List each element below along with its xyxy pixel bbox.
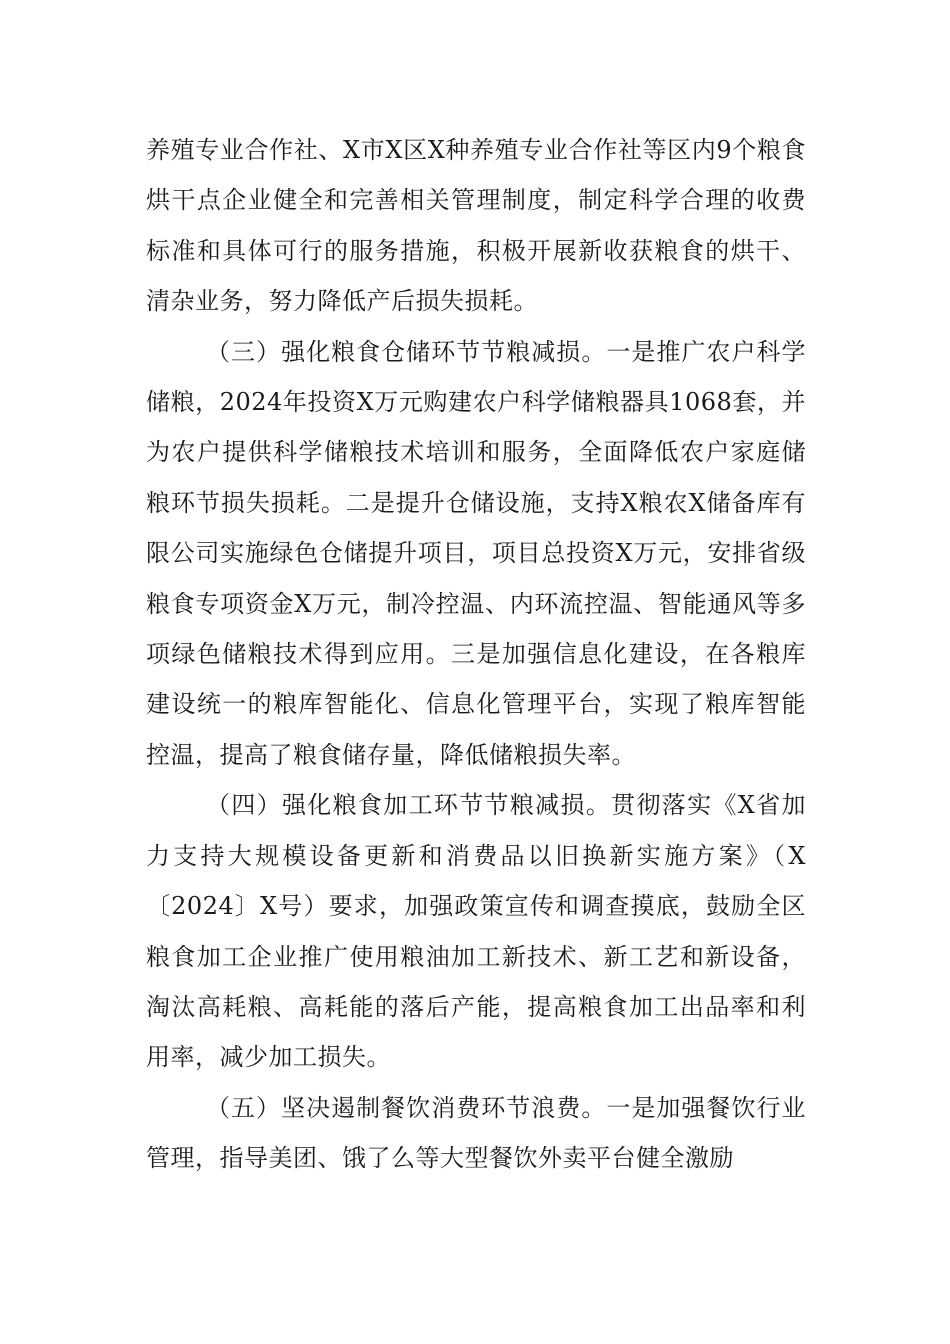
- paragraph-consumption-section: （五）坚决遏制餐饮消费环节浪费。一是加强餐饮行业管理，指导美团、饿了么等大型餐饮外卖平台健全激励: [146, 1093, 806, 1173]
- paragraph-storage-section: （三）强化粮食仓储环节节粮减损。一是推广农户科学储粮，2024年投资X万元购建农户科学储粮器具1068套，并为农户提供科学储粮技术培训和服务，全面降低农户家庭储粮环节损失损耗。二是提升仓储设施，支持X粮农X储备库有限公司实施绿色仓储提升项目，项目总投资X万元，安排省级粮食专项资金X万元，制冷控温、内环流控温、智能通风等多项绿色储粮技术得到应用。三是加强信息化建设，在各粮库建设统一的粮库智能化、信息化管理平台，实现了粮库智能控温，提高了粮食储存量，降低储粮损失率。: [146, 337, 806, 769]
- paragraph-continuation: 养殖专业合作社、X市X区X种养殖专业合作社等区内9个粮食烘干点企业健全和完善相关管理制度，制定科学合理的收费标准和具体可行的服务措施，积极开展新收获粮食的烘干、清杂业务，努力降低产后损失损耗。: [146, 136, 806, 316]
- document-body: [146, 125, 806, 1184]
- paragraph-processing-section: （四）强化粮食加工环节节粮减损。贯彻落实《X省加力支持大规模设备更新和消费品以旧换新实施方案》（X〔2024〕X号）要求，加强政策宣传和调查摸底，鼓励全区粮食加工企业推广使用粮油加工新技术、新工艺和新设备，淘汰高耗粮、高耗能的落后产能，提高粮食加工出品率和利用率，减少加工损失。: [146, 791, 806, 1072]
